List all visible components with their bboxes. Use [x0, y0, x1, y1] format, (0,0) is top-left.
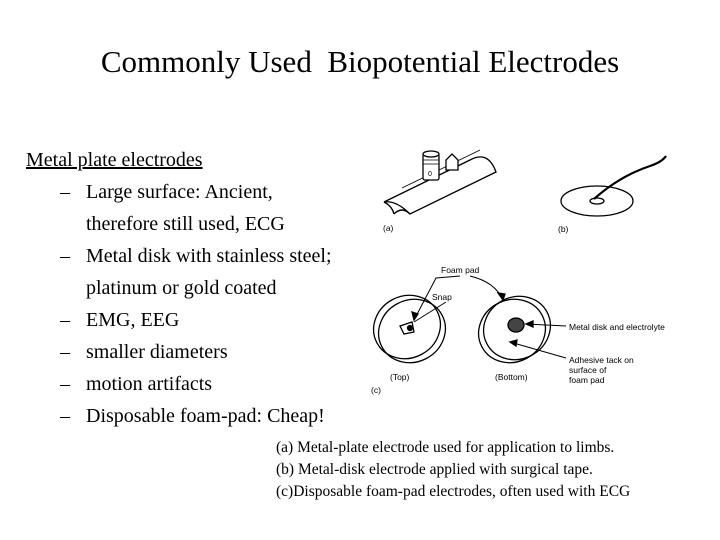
caption-b: (b) Metal-disk electrode applied with surgical tape. [276, 461, 593, 478]
bullet-text: motion artifacts [86, 373, 213, 395]
caption-c: (c)Disposable foam-pad electrodes, often used with ECG [276, 483, 631, 500]
label-adhesive-1: Adhesive tack on [569, 355, 634, 365]
metal-disk-electrode-illustration [561, 156, 666, 216]
label-c: (c) [371, 385, 381, 395]
bullet-dash: – [60, 181, 70, 203]
bullet-dash: – [60, 309, 70, 331]
bullet-text: smaller diameters [86, 341, 228, 363]
section-heading: Metal plate electrodes [26, 149, 203, 171]
metal-plate-electrode-illustration [384, 150, 496, 214]
label-a: (a) [383, 223, 394, 233]
bullet-text: Large surface: Ancient, [86, 181, 273, 203]
label-snap: Snap [432, 292, 452, 302]
bullet-text-continued: platinum or gold coated [86, 277, 277, 299]
label-bottom: (Bottom) [495, 372, 528, 382]
label-b: (b) [558, 224, 569, 234]
bullet-dash: – [60, 373, 70, 395]
figure-captions [276, 437, 630, 503]
label-adhesive-3: foam pad [569, 375, 605, 385]
foam-pad-electrodes-illustration [362, 276, 566, 374]
label-metal-disk: Metal disk and electrolyte [569, 322, 665, 332]
bullet-dash: – [60, 341, 70, 363]
svg-text:0: 0 [428, 171, 432, 178]
slide-title: Commonly Used Biopotential Electrodes [100, 44, 620, 79]
label-foam-pad: Foam pad [441, 265, 480, 275]
bullet-text-continued: therefore still used, ECG [86, 213, 285, 235]
bullet-dash: – [60, 405, 70, 427]
label-top: (Top) [390, 372, 410, 382]
caption-a: (a) Metal-plate electrode used for application to limbs. [276, 439, 615, 456]
bullet-text: EMG, EEG [86, 309, 180, 331]
bullet-dash: – [60, 245, 70, 267]
label-adhesive-2: surface of [569, 365, 607, 375]
bullet-text: Disposable foam-pad: Cheap! [86, 405, 325, 427]
bullet-text: Metal disk with stainless steel; [86, 245, 332, 267]
